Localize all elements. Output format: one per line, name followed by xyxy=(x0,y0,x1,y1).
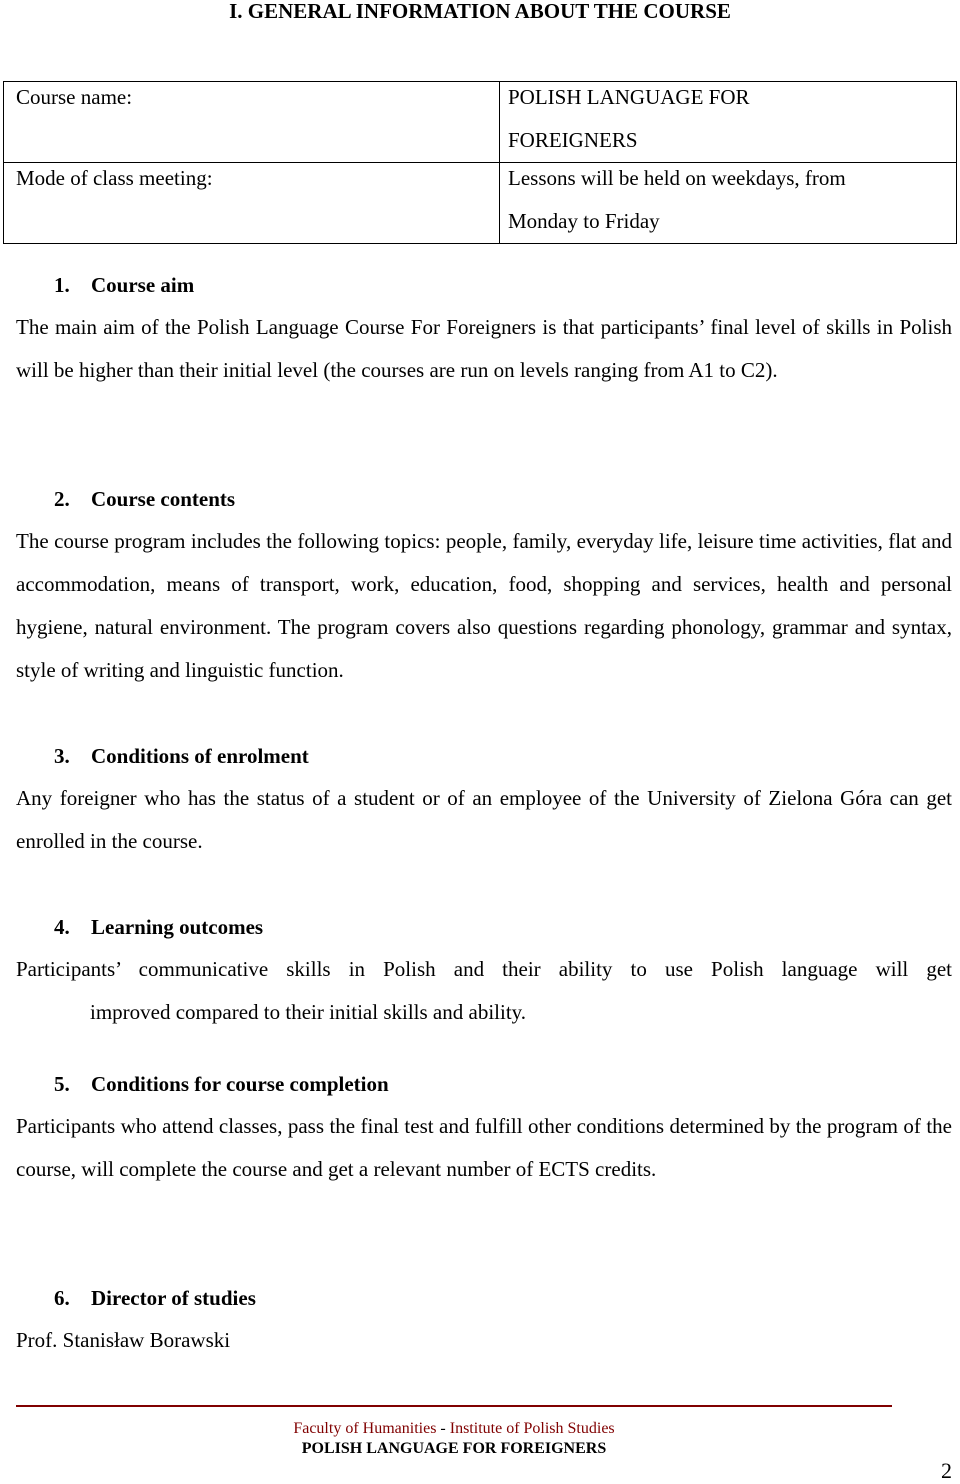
section-number: 3. xyxy=(54,744,70,768)
table-row xyxy=(4,82,957,163)
mode-label: Mode of class meeting: xyxy=(16,166,213,190)
section-body-course-aim: The main aim of the Polish Language Course For Foreigners is that participants’ final level of skills in Polish will be higher than their initial level (the courses are run on levels ranging from A1 to C2). xyxy=(16,315,952,382)
section-heading-course-aim xyxy=(54,272,194,298)
course-name-label: Course name: xyxy=(16,85,133,109)
section-body-enrolment: Any foreigner who has the status of a student or of an employee of the University of Zielona Góra can get enrolled in the course. xyxy=(16,786,952,853)
section-title: Learning outcomes xyxy=(91,915,264,939)
section-heading-completion xyxy=(54,1071,389,1097)
indented-line: improved compared to their initial skills and ability. xyxy=(90,1000,527,1024)
section-number: 2. xyxy=(54,487,70,511)
course-name-label-cell xyxy=(4,82,500,163)
section-number: 5. xyxy=(54,1072,70,1096)
footer-divider xyxy=(16,1405,892,1407)
section-body-learning-outcomes-line1: Participants’ communicative skills in Polish and their ability to use Polish language will get xyxy=(16,957,952,981)
table-row xyxy=(4,163,957,244)
mode-value-line2: Monday to Friday xyxy=(508,209,660,233)
page-title: I. GENERAL INFORMATION ABOUT THE COURSE xyxy=(229,0,731,23)
course-name-value-line2: FOREIGNERS xyxy=(508,128,638,152)
page-number: 2 xyxy=(941,1458,952,1483)
section-title: Conditions for course completion xyxy=(91,1072,389,1096)
footer-faculty: Faculty of Humanities xyxy=(293,1420,437,1437)
section-body-course-contents: The course program includes the following topics: people, family, everyday life, leisure time activities, flat and accommodation, means of transport, work, education, food, shopping and services, health and personal hygiene, natural environment. The program covers also questions regarding phonology, grammar and syntax, style of writing and linguistic function. xyxy=(16,529,952,682)
section-body-learning-outcomes-line2 xyxy=(16,991,952,1034)
section-body-director: Prof. Stanisław Borawski xyxy=(16,1328,231,1352)
mode-label-cell xyxy=(4,163,500,244)
section-number: 4. xyxy=(54,915,70,939)
section-title: Director of studies xyxy=(91,1286,256,1310)
course-info-table xyxy=(3,81,957,244)
section-title: Conditions of enrolment xyxy=(91,744,309,768)
mode-value-cell xyxy=(500,163,957,244)
footer-faculty-line xyxy=(0,1419,908,1439)
section-title: Course aim xyxy=(91,273,195,297)
section-number: 1. xyxy=(54,273,70,297)
footer-institute: Institute of Polish Studies xyxy=(449,1420,615,1437)
section-heading-learning-outcomes xyxy=(54,914,263,940)
section-title: Course contents xyxy=(91,487,236,511)
section-body-completion: Participants who attend classes, pass the final test and fulfill other conditions determined by the program of the course, will complete the course and get a relevant number of ECTS credits. xyxy=(16,1114,952,1181)
footer-separator: - xyxy=(436,1420,450,1437)
section-heading-director xyxy=(54,1285,256,1311)
section-number: 6. xyxy=(54,1286,70,1310)
mode-value-line1: Lessons will be held on weekdays, from xyxy=(508,166,846,190)
course-name-value-line1: POLISH LANGUAGE FOR xyxy=(508,85,750,109)
section-heading-course-contents xyxy=(54,486,235,512)
course-name-value-cell xyxy=(500,82,957,163)
section-heading-enrolment xyxy=(54,743,309,769)
footer-course-name: POLISH LANGUAGE FOR FOREIGNERS xyxy=(301,1440,607,1457)
